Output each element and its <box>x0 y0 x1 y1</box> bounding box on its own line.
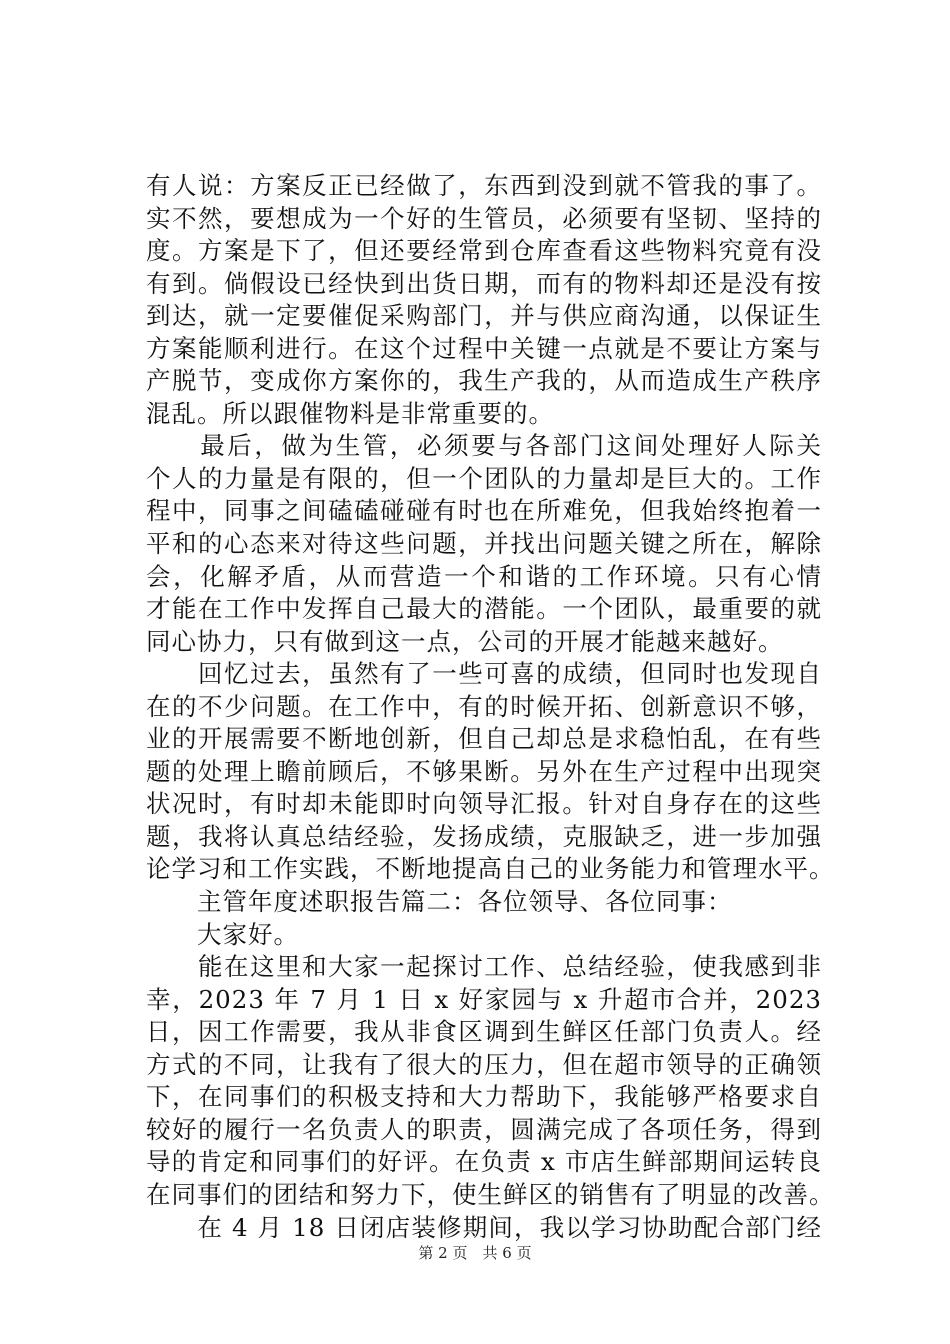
text-line: 题，我将认真总结经验，发扬成绩，克服缺乏，进一步加强 <box>146 821 822 851</box>
text-line: 能在这里和大家一起探讨工作、总结经验，使我感到非 <box>198 952 822 982</box>
text-line: 度。方案是下了，但还要经常到仓库查看这些物料究竟有没 <box>146 236 822 266</box>
text-line: 状况时，有时却未能即时向领导汇报。针对自身存在的这些 <box>146 789 822 819</box>
text-line: 才能在工作中发挥自己最大的潜能。一个团队，最重要的就 <box>146 594 822 624</box>
text-line: 有人说：方案反正已经做了，东西到没到就不管我的事了。 <box>146 171 822 200</box>
text-line: 有到。倘假设已经快到出货日期，而有的物料却还是没有按 <box>146 268 822 298</box>
body-text <box>146 170 835 1244</box>
text-line: 较好的履行一名负责人的职责，圆满完成了各项任务，得到 <box>146 1114 822 1144</box>
text-line: 方式的不同，让我有了很大的压力，但在超市领导的正确领 <box>146 1049 822 1079</box>
text-line: 方案能顺利进行。在这个过程中关键一点就是不要让方案与 <box>146 333 822 363</box>
text-line: 在 4 月 18 日闭店装修期间，我以学习协助配合部门经 <box>197 1212 822 1242</box>
text-line: 下，在同事们的积极支持和大力帮助下，我能够严格要求自 <box>146 1082 822 1112</box>
text-line: 同心协力，只有做到这一点，公司的开展才能越来越好。 <box>146 626 784 656</box>
text-line: 回忆过去，虽然有了一些可喜的成绩，但同时也发现自 <box>198 659 822 689</box>
text-line: 最后，做为生管，必须要与各部门这间处理好人际关 <box>200 431 822 461</box>
page-footer: 第 2 页 共 6 页 <box>418 1244 532 1262</box>
text-line: 会，化解矛盾，从而营造一个和谐的工作环境。只有心情 <box>146 561 822 591</box>
text-line: 实不然，要想成为一个好的生管员，必须要有坚韧、坚持的 <box>146 203 822 233</box>
text-line: 个人的力量是有限的，但一个团队的力量却是巨大的。工作 <box>146 463 822 493</box>
text-line: 幸，2023 年 7 月 1 日 x 好家园与 x 升超市合并，2023 <box>146 984 822 1014</box>
text-line: 在同事们的团结和努力下，使生鲜区的销售有了明显的改善。 <box>146 1179 835 1209</box>
text-line: 程中，同事之间磕磕碰碰有时也在所难免，但我始终抱着一 <box>146 496 822 526</box>
text-line: 导的肯定和同事们的好评。在负责 x 市店生鲜部期间运转良 <box>146 1147 822 1177</box>
text-line: 平和的心态来对待这些问题，并找出问题关键之所在，解除 <box>146 529 822 559</box>
text-line: 日，因工作需要，我从非食区调到生鲜区任部门负责人。经 <box>146 1017 822 1047</box>
text-line: 主管年度述职报告篇二：各位领导、各位同事： <box>146 887 733 917</box>
text-line: 在的不少问题。在工作中，有的时候开拓、创新意识不够， <box>146 691 822 721</box>
text-line: 产脱节，变成你方案你的，我生产我的，从而造成生产秩序 <box>146 366 822 396</box>
text-line: 大家好。 <box>146 919 299 949</box>
text-line: 题的处理上瞻前顾后，不够果断。另外在生产过程中出现突 <box>146 756 822 786</box>
text-line: 到达，就一定要催促采购部门，并与供应商沟通，以保证生 <box>146 301 822 331</box>
text-line: 混乱。所以跟催物料是非常重要的。 <box>146 398 554 428</box>
text-line: 论学习和工作实践，不断地提高自己的业务能力和管理水平。 <box>146 854 835 884</box>
text-line: 业的开展需要不断地创新，但自己却总是求稳怕乱，在有些 <box>146 724 822 754</box>
